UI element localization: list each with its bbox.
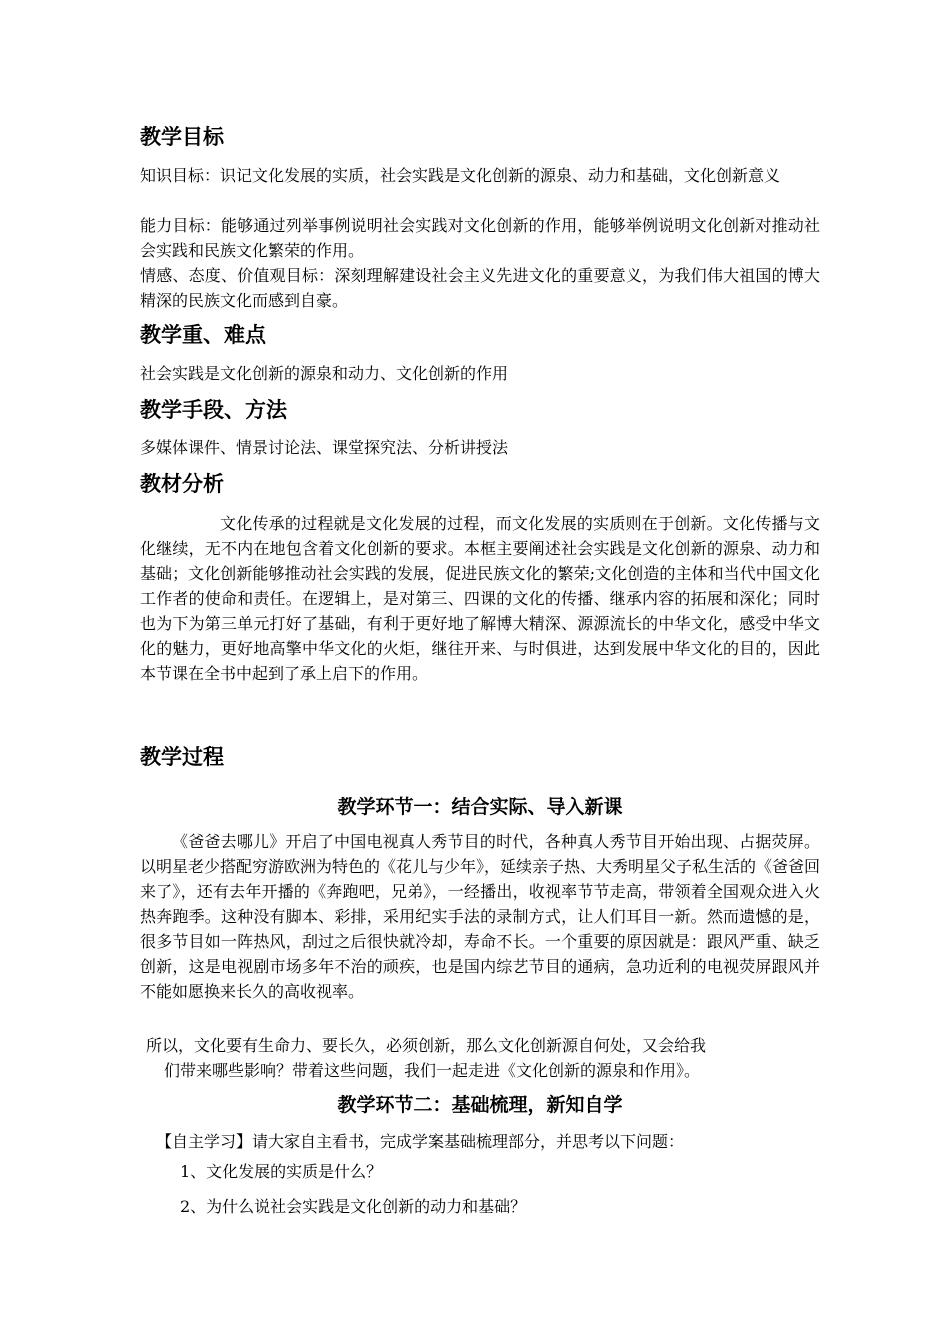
analysis-heading: 教材分析 bbox=[140, 471, 224, 496]
section2-title: 教学环节二：基础梳理，新知自学 bbox=[337, 1094, 623, 1116]
question-item: 1、文化发展的实质是什么？ bbox=[180, 1162, 383, 1181]
objectives-heading: 教学目标 bbox=[140, 124, 224, 149]
ability-objective: 能力目标：能够通过列举事例说明社会实践对文化创新的作用，能够举例说明文化创新对推动社会实践和民族文化繁荣的作用。 bbox=[140, 216, 820, 260]
section1-title: 教学环节一：结合实际、导入新课 bbox=[337, 796, 623, 818]
section1-conclusion-line2: 们带来哪些影响？带着这些问题，我们一起走进《文化创新的源泉和作用》。 bbox=[164, 1061, 701, 1080]
section1-paragraph: 《爸爸去哪儿》开启了中国电视真人秀节目的时代，各种真人秀节目开始出现、占据荧屏。以明星老少搭配穷游欧洲为特色的《花儿与少年》，延续亲子热、大秀明星父子私生活的《爸爸回来了》，还有去年开播的《奔跑吧，兄弟》，一经播出，收视率节节走高，带领着全国观众进入火热奔跑季。这种没有脚本、彩排，采用纪实手法的录制方式，让人们耳目一新。然而遗憾的是，很多节目如一阵热风，刮过之后很快就冷却，寿命不长。一个重要的原因就是：跟风严重、缺乏创新，这是电视剧市场多年不治的顽疾，也是国内综艺节目的通病，急功近利的电视荧屏跟风并不能如愿换来长久的高收视率。 bbox=[140, 832, 821, 1001]
section1-conclusion-line1: 所以，文化要有生命力、要长久，必须创新，那么文化创新源自何处，又会给我 bbox=[146, 1036, 707, 1055]
knowledge-objective: 知识目标：识记文化发展的实质，社会实践是文化创新的源泉、动力和基础，文化创新意义 bbox=[140, 166, 781, 185]
key-points-heading: 教学重、难点 bbox=[140, 322, 266, 347]
emotion-objective: 情感、态度、价值观目标：深刻理解建设社会主义先进文化的重要意义，为我们伟大祖国的博大精深的民族文化而感到自豪。 bbox=[140, 266, 820, 310]
methods-text: 多媒体课件、情景讨论法、课堂探究法、分析讲授法 bbox=[140, 438, 509, 457]
process-heading: 教学过程 bbox=[140, 744, 224, 769]
self-study-intro: 【自主学习】请大家自主看书，完成学案基础梳理部分，并思考以下问题： bbox=[156, 1132, 685, 1151]
question-item: 2、为什么说社会实践是文化创新的动力和基础？ bbox=[180, 1197, 527, 1216]
key-points-text: 社会实践是文化创新的源泉和动力、文化创新的作用 bbox=[140, 364, 509, 383]
analysis-text: 文化传承的过程就是文化发展的过程，而文化发展的实质则在于创新。文化传播与文化继续，无不内在地包含着文化创新的要求。本框主要阐述社会实践是文化创新的源泉、动力和基础；文化创新能够推动社会实践的发展，促进民族文化的繁荣;文化创造的主体和当代中国文化工作者的使命和责任。在逻辑上，是对第三、四课的文化的传播、继承内容的拓展和深化；同时也为下为第三单元打好了基础，有利于更好地了解博大精深、源源流长的中华文化，感受中华文化的魅力，更好地高擎中华文化的火炬，继往开来、与时俱进，达到发展中华文化的目的，因此本节课在全书中起到了承上启下的作用。 bbox=[140, 514, 820, 683]
methods-heading: 教学手段、方法 bbox=[140, 397, 287, 422]
